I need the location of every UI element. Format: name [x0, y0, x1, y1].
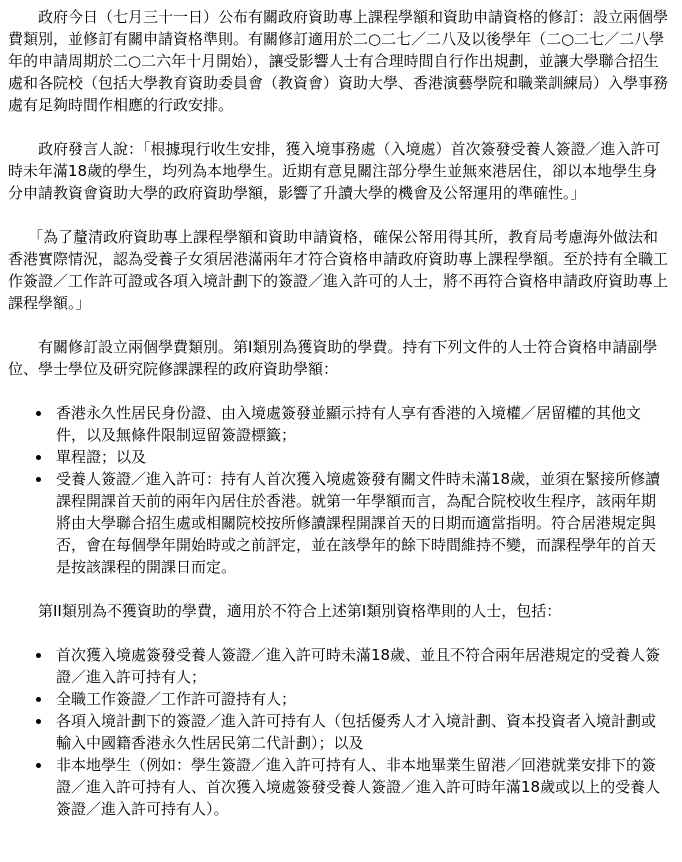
list-item-text: 受養人簽證／進入許可：持有人首次獲入境處簽發有關文件時未滿18歲，並須在緊接所修讀課程開課首天前的兩年內居住於香港。就第一年學額而言，為配合院校收生程序，該兩年期將由大學聯合招生處或相關院校按所修讀課程開課首天的日期而適當指明。符合居港規定與否，會在每個學年開始時或之前評定，並在該學年的餘下時間維持不變，而課程學年的首天是按該課程的開課日而定。: [56, 470, 661, 576]
paragraph-spokesman-statement: 政府發言人說：「根據現行收生安排，獲入境事務處（入境處）首次簽發受養人簽證／進入許可時未年滿18歲的學生，均列為本地學生。近期有意見關注部分學生並無來港居住，卻以本地學生身分申請教資會資助大學的政府資助學額，影響了升讀大學的機會及公帑運用的準確性。」: [8, 140, 661, 202]
bullet-icon: [36, 455, 41, 460]
list-item-text: 全職工作簽證／工作許可證持有人；: [56, 690, 297, 708]
paragraph-spacer: [8, 622, 668, 644]
paragraph-spacer: [8, 314, 668, 336]
list-item-text: 首次獲入境處簽發受養人簽證／進入許可時未滿18歲、並且不符合兩年居港規定的受養人簽證／進入許可持有人；: [56, 646, 661, 686]
paragraph-spacer: [8, 204, 668, 226]
paragraph-category-2-intro: 第II類別為不獲資助的學費，適用於不符合上述第I類別資格準則的人士，包括：: [38, 602, 562, 620]
list-item: [36, 446, 668, 468]
bullet-icon: [36, 763, 41, 768]
list-item-text: 香港永久性居民身份證、由入境處簽發並顯示持有人享有香港的入境權／居留權的其他文件，以及無條件限制逗留簽證標籤；: [56, 404, 642, 444]
bullet-icon: [36, 653, 41, 658]
list-item: [36, 710, 668, 754]
category-2-document-list: [8, 644, 668, 820]
paragraph-announcement: 政府今日（七月三十一日）公布有關政府資助專上課程學額和資助申請資格的修訂：設立兩個學費類別，並修訂有關申請資格準則。有關修訂適用於二○二七／二八及以後學年（二○二七／二八學年的申請周期於二○二六年十月開始），讓受影響人士有合理時間自行作出規劃，並讓大學聯合招生處和各院校（包括大學教育資助委員會（教資會）資助大學、香港演藝學院和職業訓練局）入學事務處有足夠時間作相應的行政安排。: [8, 8, 669, 114]
paragraph-category-1-intro: 有關修訂設立兩個學費類別。第I類別為獲資助的學費。持有下列文件的人士符合資格申請副學位、學士學位及研究院修課課程的政府資助學額：: [8, 338, 658, 378]
list-item-text: 各項入境計劃下的簽證／進入許可持有人（包括優秀人才入境計劃、資本投資者入境計劃或輸入中國籍香港永久性居民第二代計劃）；以及: [56, 712, 657, 752]
bullet-icon: [36, 477, 41, 482]
bullet-icon: [36, 719, 41, 724]
list-item: [36, 468, 668, 578]
paragraph-spacer: [8, 380, 668, 402]
category-1-document-list: [8, 402, 668, 578]
bullet-icon: [36, 697, 41, 702]
list-item: [36, 402, 668, 446]
paragraph-spacer: [8, 578, 668, 600]
paragraph-spokesman-quote: 「為了釐清政府資助專上課程學額和資助申請資格，確保公帑用得其所，教育局考慮海外做法和香港實際情況，認為受養子女須居港滿兩年才符合資格申請政府資助專上課程學額。至於持有全職工作簽證／工作許可證或各項入境計劃下的簽證／進入許可的人士，將不再符合資格申請政府資助專上課程學額。」: [8, 228, 669, 312]
paragraph-spacer: [8, 116, 668, 138]
list-item-text: 單程證；以及: [56, 448, 147, 466]
list-item: [36, 688, 668, 710]
list-item: [36, 644, 668, 688]
list-item: [36, 754, 668, 820]
list-item-text: 非本地學生（例如：學生簽證／進入許可持有人、非本地畢業生留港／回港就業安排下的簽證／進入許可持有人、首次獲入境處簽發受養人簽證／進入許可時年滿18歲或以上的受養人簽證／進入許可持有人）。: [56, 756, 661, 818]
bullet-icon: [36, 411, 41, 416]
